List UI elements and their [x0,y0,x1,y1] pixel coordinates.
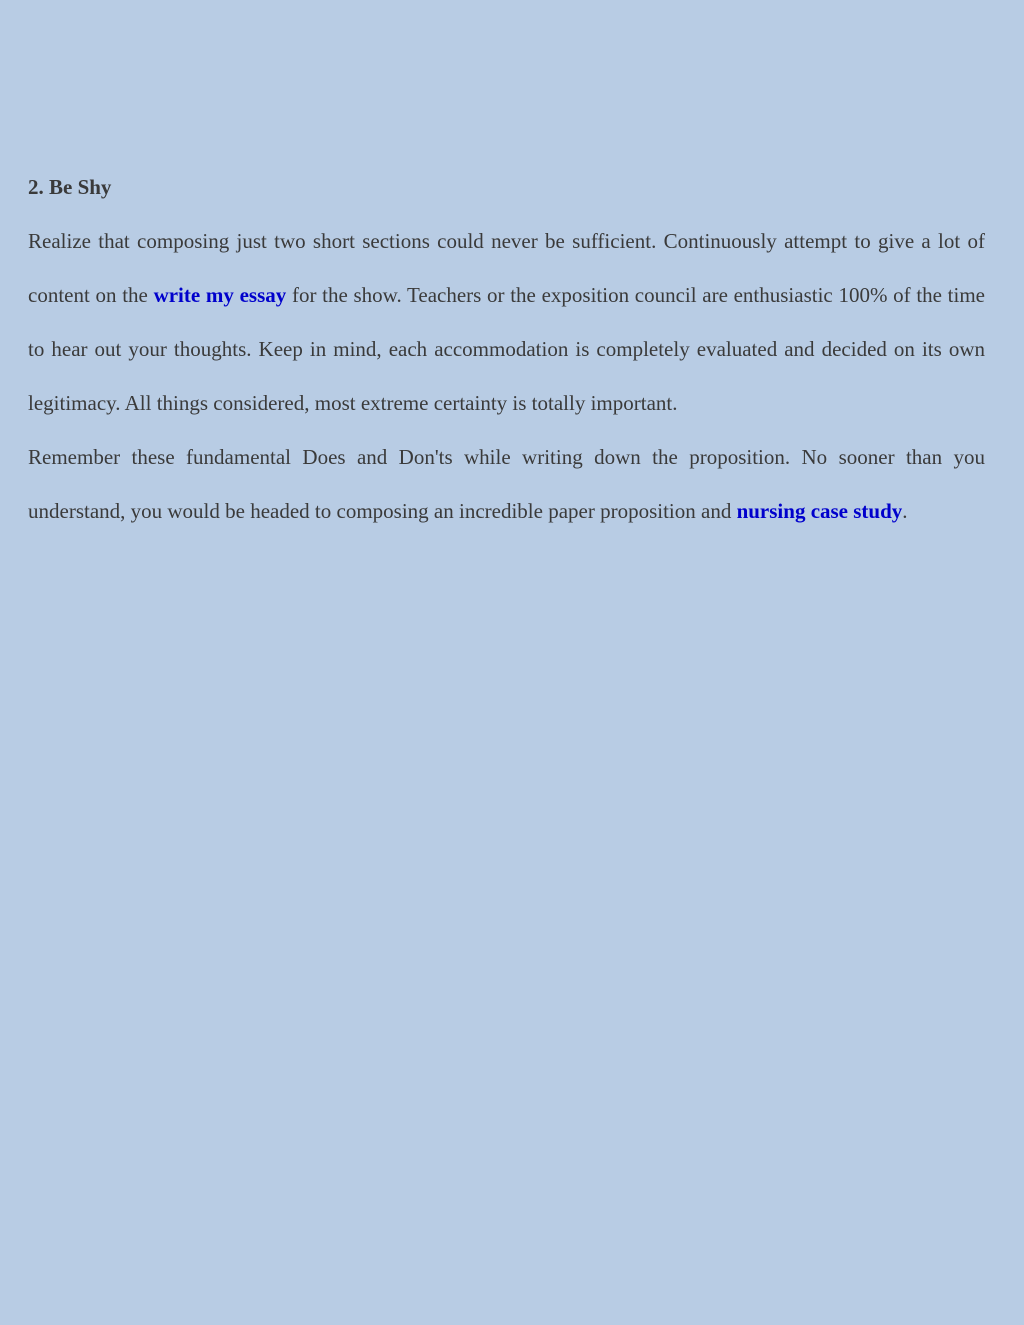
paragraph-1 [28,214,985,430]
document-body [28,160,985,538]
section-heading: 2. Be Shy [28,175,112,199]
paragraph-2-text-end: . [902,499,908,523]
paragraph-1-text-end: for the show. Teachers or the exposition council are enthusiastic 100% of the time to hear out your thoughts. Keep in mind, each accommodation is completely evaluated and decided on its own legitimacy. All things considered, most extreme certainty is totally important. [28,283,985,415]
paragraph-1-text-start: Realize that composing just two short sections could never be sufficient. Continuously attempt to give a lot of content on the [28,229,985,307]
paragraph-2 [28,430,985,538]
paragraph-2-text-start: Remember these fundamental Does and Don'ts while writing down the proposition. No sooner than you understand, you would be headed to composing an incredible paper proposition and [28,445,985,523]
write-my-essay-link[interactable]: write my essay [153,283,287,307]
nursing-case-study-link[interactable]: nursing case study [736,499,903,523]
